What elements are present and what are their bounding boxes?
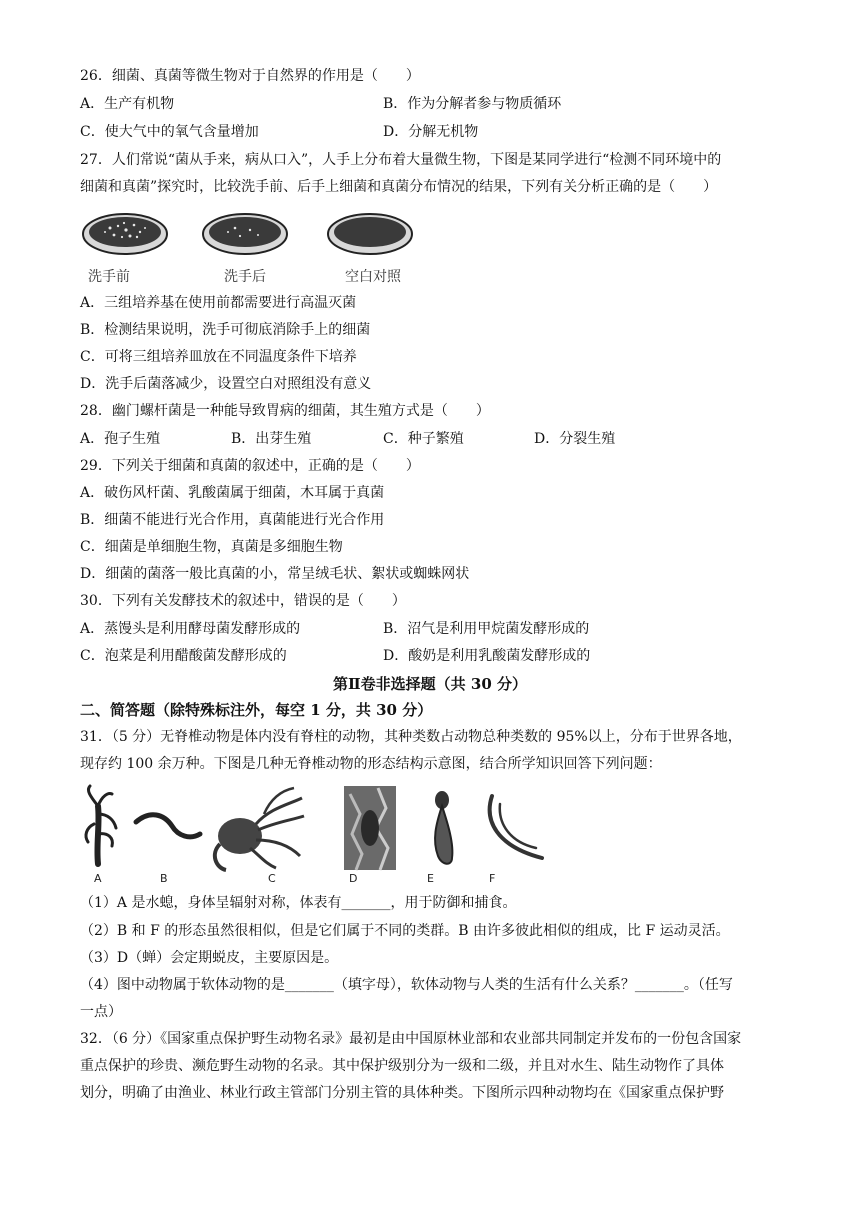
q30-stem: 30．下列有关发酵技术的叙述中，错误的是（ ） [80,593,406,609]
q31-sub4-line2: 一点） [80,1004,122,1020]
q27-stem-line2: 细菌和真菌”探究时，比较洗手前、后手上细菌和真菌分布情况的结果，下列有关分析正确的是（ ） [80,179,718,195]
invertebrates-figure [80,784,560,876]
q28-option-c: C．种子繁殖 [383,431,464,447]
q29-option-c: C．细菌是单细胞生物，真菌是多细胞生物 [80,539,343,555]
petri-dish-blank-control [328,214,412,254]
q31-sub2: （2）B 和 F 的形态虽然很相似，但是它们属于不同的类群。B 由许多彼此相似的组成，比 F 运动灵活。 [80,923,730,939]
q29-stem: 29．下列关于细菌和真菌的叙述中，正确的是（ ） [80,458,420,474]
q26-option-b: B．作为分解者参与物质循环 [383,96,562,112]
q32-line2: 重点保护的珍贵、濒危野生动物的名录。其中保护级别分为一级和二级，并且对水生、陆生动物作了具体 [80,1058,724,1074]
cicada-illustration [344,786,396,870]
mollusk-e-illustration [435,791,452,864]
label-b: B [160,872,168,885]
part-heading: 二、简答题（除特殊标注外，每空 1 分，共 30 分） [80,701,433,719]
q26-stem: 26．细菌、真菌等微生物对于自然界的作用是（ ） [80,68,420,84]
hydra-illustration [86,786,116,864]
petri-dish-after-wash [203,214,287,254]
q31-sub4-line1: （4）图中动物属于软体动物的是_______（填字母），软体动物与人类的生活有什么关系？_______。（任写 [80,977,733,993]
dish-caption-control: 空白对照 [345,269,401,285]
q26-option-c: C．使大气中的氧气含量增加 [80,124,259,140]
label-e: E [427,872,434,885]
q29-option-d: D．细菌的菌落一般比真菌的小，常呈绒毛状、絮状或蜘蛛网状 [80,566,470,582]
q30-option-c: C．泡菜是利用醋酸菌发酵形成的 [80,648,287,664]
q26-option-a: A．生产有机物 [80,96,175,112]
earthworm-illustration [136,815,200,837]
dish-caption-before: 洗手前 [88,269,130,285]
octopus-illustration [215,788,304,870]
q31-stem-line2: 现存约 100 余万种。下图是几种无脊椎动物的形态结构示意图，结合所学知识回答下列问题： [80,756,662,772]
label-a: A [94,872,102,885]
q28-option-b: B．出芽生殖 [231,431,312,447]
q27-stem-line1: 27．人们常说“菌从手来，病从口入”，人手上分布着大量微生物，下图是某同学进行“检测不同环境中的 [80,152,722,168]
q27-option-c: C．可将三组培养皿放在不同温度条件下培养 [80,349,357,365]
q29-option-b: B．细菌不能进行光合作用，真菌能进行光合作用 [80,512,385,528]
section-title: 第Ⅱ卷非选择题（共 30 分） [333,675,527,693]
label-c: C [268,872,276,885]
q31-stem-line1: 31．（5 分）无脊椎动物是体内没有脊柱的动物，其种类数占动物总种类数的 95%以上，分布于世界各地， [80,729,742,745]
q32-line1: 32．（6 分）《国家重点保护野生动物名录》最初是由中国原林业部和农业部共同制定并发布的一份包含国家 [80,1031,742,1047]
label-d: D [349,872,358,885]
q28-stem: 28．幽门螺杆菌是一种能导致胃病的细菌，其生殖方式是（ ） [80,403,490,419]
q29-option-a: A．破伤风杆菌、乳酸菌属于细菌，木耳属于真菌 [80,485,385,501]
q28-option-a: A．孢子生殖 [80,431,161,447]
q30-option-b: B．沼气是利用甲烷菌发酵形成的 [383,621,590,637]
petri-dish-figure [80,208,440,258]
q31-sub1: （1）A 是水螅，身体呈辐射对称，体表有_______，用于防御和捕食。 [80,895,517,911]
q30-option-d: D．酸奶是利用乳酸菌发酵形成的 [383,648,591,664]
q27-option-d: D．洗手后菌落减少，设置空白对照组没有意义 [80,376,372,392]
dish-caption-after: 洗手后 [224,269,266,285]
q27-option-b: B．检测结果说明，洗手可彻底消除手上的细菌 [80,322,371,338]
q31-sub3: （3）D（蝉）会定期蜕皮，主要原因是。 [80,950,339,966]
q27-option-a: A．三组培养基在使用前都需要进行高温灭菌 [80,295,357,311]
label-f: F [489,872,496,885]
q26-option-d: D．分解无机物 [383,124,479,140]
petri-dish-before-wash [83,214,167,254]
q28-option-d: D．分裂生殖 [534,431,616,447]
q32-line3: 划分，明确了由渔业、林业行政主管部门分别主管的具体种类。下图所示四种动物均在《国家重点保护野 [80,1085,724,1101]
q30-option-a: A．蒸馒头是利用酵母菌发酵形成的 [80,621,301,637]
roundworm-illustration [490,796,542,858]
